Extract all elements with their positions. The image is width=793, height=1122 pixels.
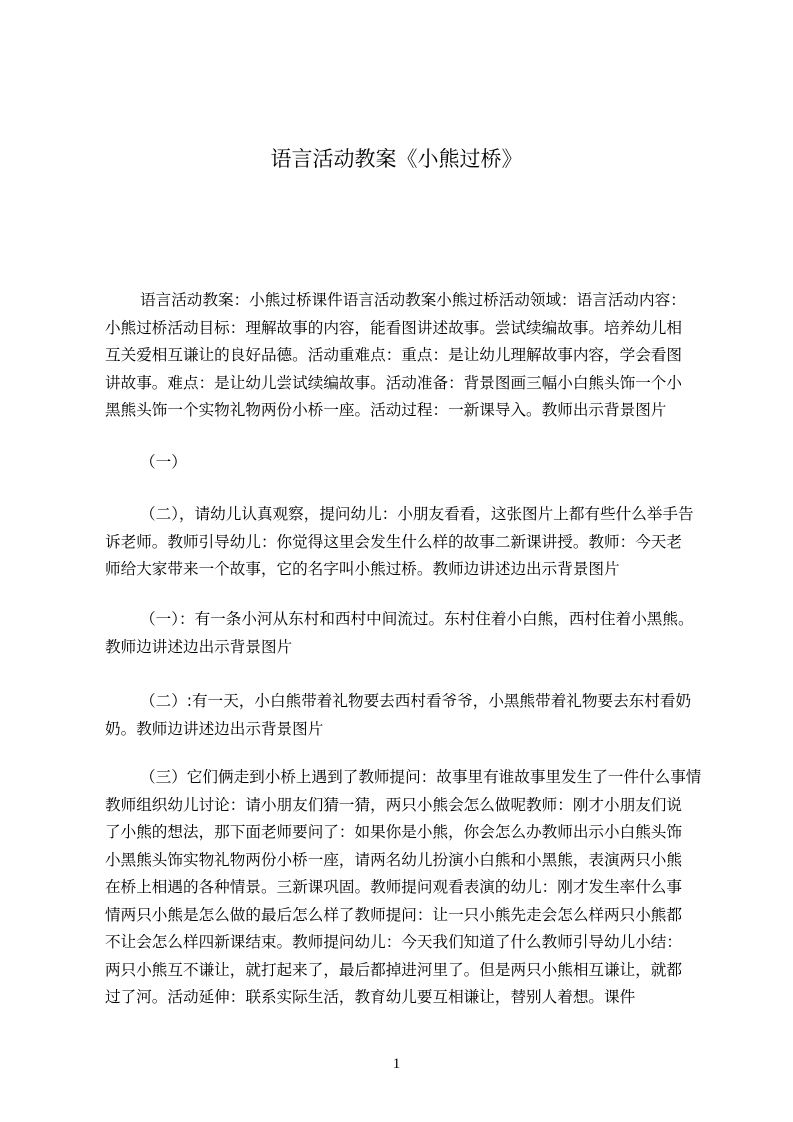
text-line: 黑熊头饰一个实物礼物两份小桥一座。活动过程：一新课导入。教师出示背景图片 <box>105 401 667 419</box>
text-line: 讲故事。难点：是让幼儿尝试续编故事。活动准备：背景图画三幅小白熊头饰一个小 <box>105 373 682 392</box>
text-line: 教师边讲述边出示背景图片 <box>105 637 293 656</box>
text-line: 在桥上相遇的各种情景。三新课巩固。教师提问观看表演的幼儿：刚才发生率什么事 <box>105 878 682 896</box>
page-title: 语言活动教案《小熊过桥》 <box>270 147 523 171</box>
text-line: 小黑熊头饰实物礼物两份小桥一座，请两名幼儿扮演小白熊和小黑熊，表演两只小熊 <box>105 850 682 869</box>
text-line: 两只小熊互不谦让，就打起来了，最后都掉进河里了。但是两只小熊相互谦让，就都 <box>105 960 682 979</box>
text-line: 过了河。活动延伸：联系实际生活，教育幼儿要互相谦让，替别人着想。课件 <box>105 988 636 1006</box>
text-line: 了小熊的想法，那下面老师要问了：如果你是小熊，你会怎么办教师出示小白熊头饰 <box>105 823 682 841</box>
text-line: （三）它们俩走到小桥上遇到了教师提问：故事里有谁故事里发生了一件什么事情 <box>140 768 702 786</box>
text-line: （一） <box>140 453 187 471</box>
text-line: 语言活动教案：小熊过桥课件语言活动教案小熊过桥活动领域：语言活动内容： <box>140 291 686 309</box>
text-line: 情两只小熊是怎么做的最后怎么样了教师提问：让一只小熊先走会怎么样两只小熊都 <box>105 905 682 924</box>
text-line: （二），请幼儿认真观察，提问幼儿：小朋友看看，这张图片上都有些什么举手告 <box>140 505 694 523</box>
text-line: 不让会怎么样四新课结束。教师提问幼儿：今天我们知道了什么教师引导幼儿小结： <box>105 933 682 951</box>
text-line: 师给大家带来一个故事，它的名字叫小熊过桥。教师边讲述边出示背景图片 <box>105 560 620 578</box>
text-line: （一）：有一条小河从东村和西村中间流过。东村住着小白熊，西村住着小黑熊。 <box>140 610 694 628</box>
text-line: 小熊过桥活动目标：理解故事的内容，能看图讲述故事。尝试续编故事。培养幼儿相 <box>105 318 682 337</box>
text-line: （二）:有一天，小白熊带着礼物要去西村看爷爷，小黑熊带着礼物要去东村看奶 <box>140 692 692 710</box>
text-line: 诉老师。教师引导幼儿：你觉得这里会发生什么样的故事二新课讲授。教师：今天老 <box>105 532 682 551</box>
text-line: 教师组织幼儿讨论：请小朋友们猜一猜，两只小熊会怎么做呢教师：刚才小朋友们说 <box>105 795 682 814</box>
text-line: 互关爱相互谦让的良好品德。活动重难点：重点：是让幼儿理解故事内容，学会看图 <box>105 346 682 364</box>
page-number: 1 <box>392 1056 401 1072</box>
text-line: 奶。教师边讲述边出示背景图片 <box>105 719 324 738</box>
